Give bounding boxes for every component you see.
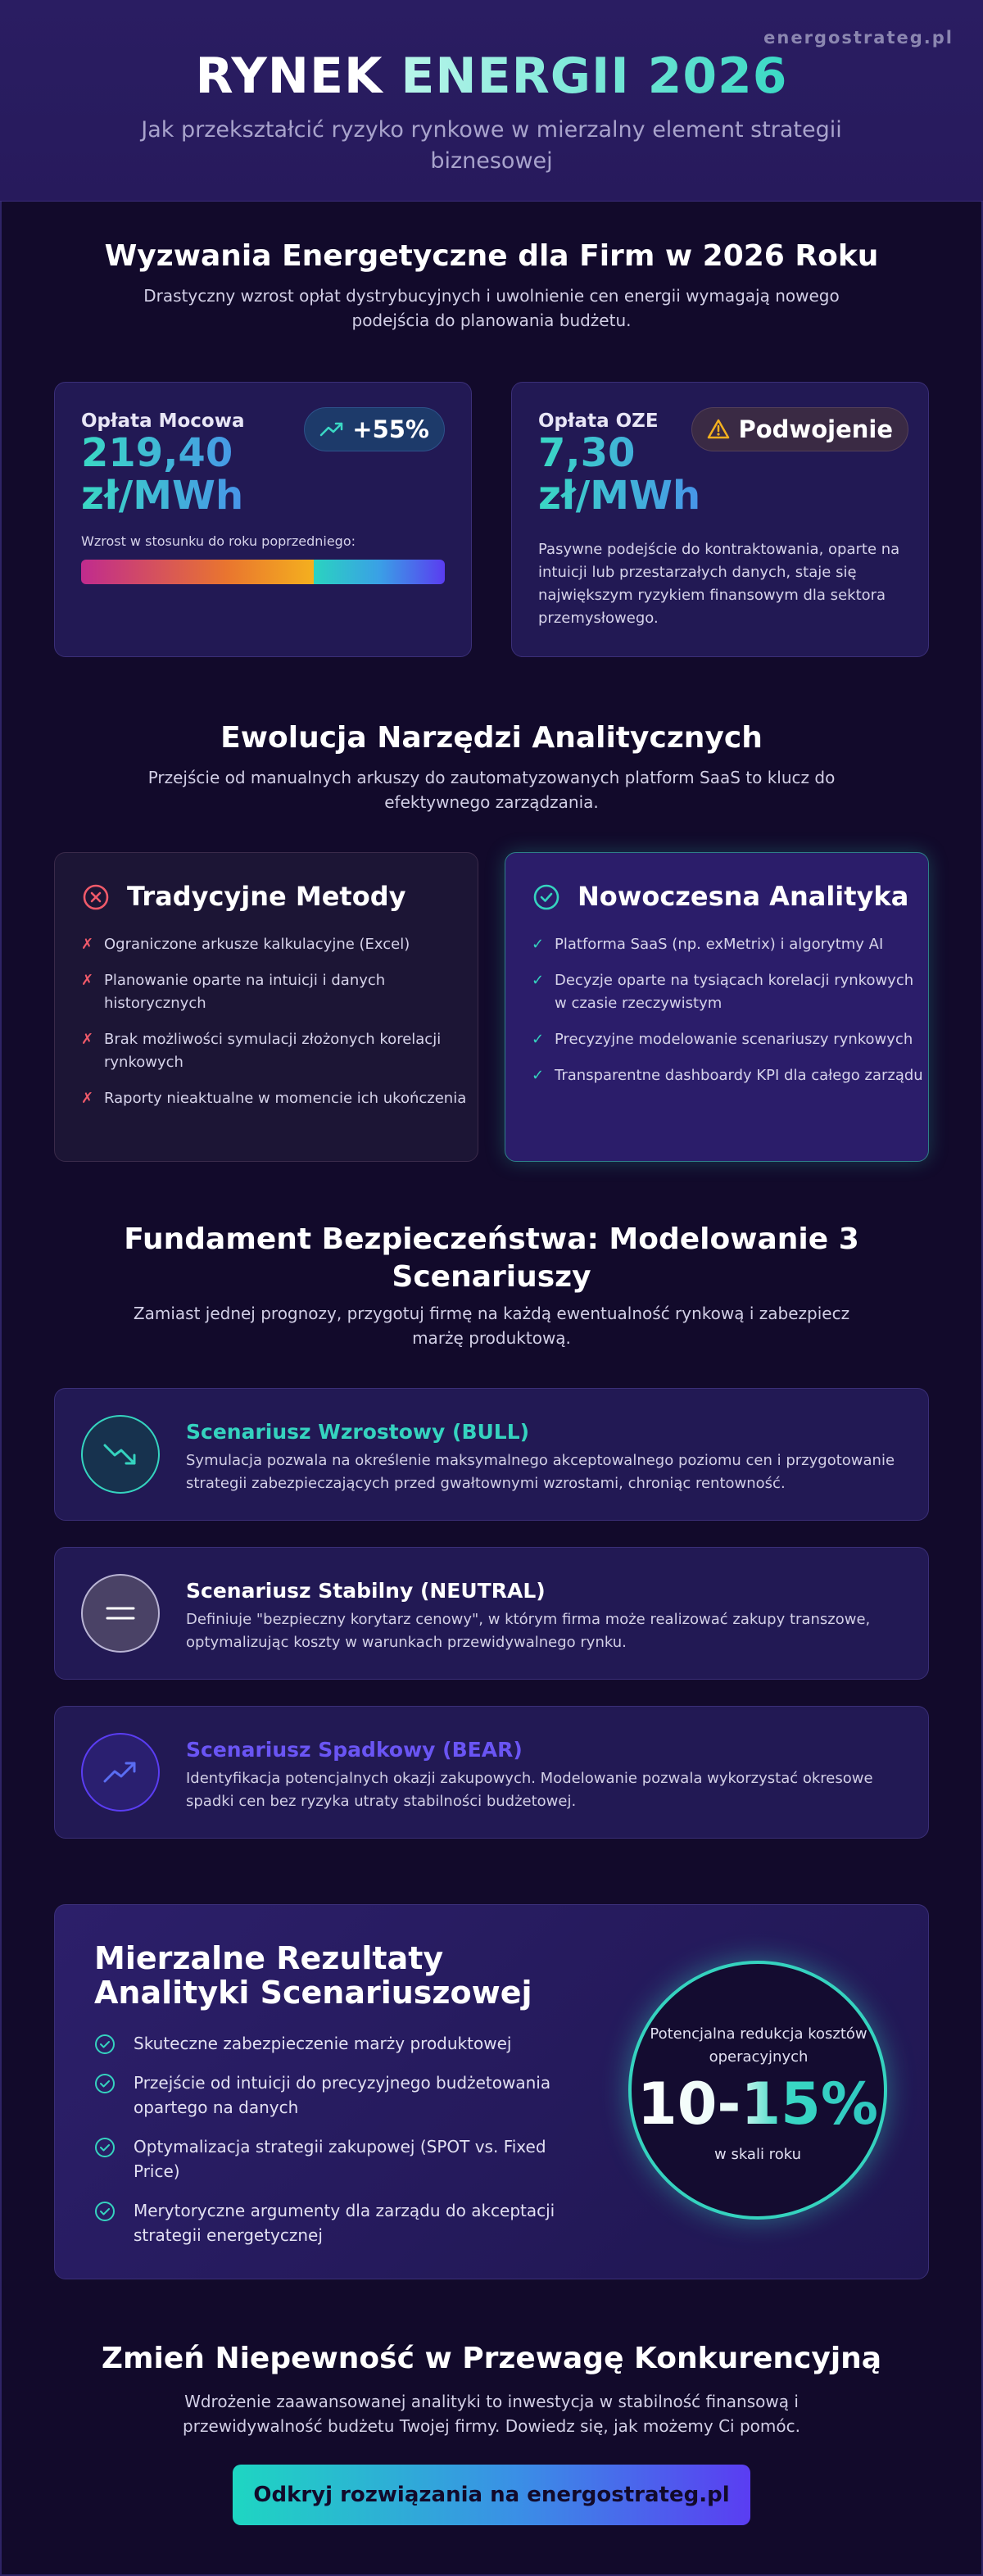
list-item: Merytoryczne argumenty dla zarządu do akceptacji strategii energetycznej [94, 2198, 569, 2247]
list-item: ✗ Raporty nieaktualne w momencie ich ukończenia [81, 1087, 474, 1110]
trending-up-icon [102, 1758, 139, 1786]
scenario-description: Definiuje "bezpieczny korytarz cenowy", w którym firma może realizować zakupy transzowe, optymalizując koszty w warunkach przewidywalnego rynku. [186, 1611, 871, 1651]
stat-label: Opłata Mocowa [81, 410, 245, 432]
results-card [54, 1904, 929, 2279]
growth-badge [304, 407, 445, 451]
scenario-neutral-card [54, 1547, 929, 1680]
card-title: Tradycyjne Metody [127, 881, 406, 912]
doubling-badge [691, 407, 908, 451]
check-icon: ✓ [532, 1031, 545, 1048]
title-part-2: ENERGII 2026 [401, 48, 788, 105]
savings-ring [628, 1961, 887, 2220]
list-item: Optymalizacja strategii zakupowej (SPOT vs. Fixed Price) [94, 2134, 569, 2184]
list-item: ✓ Decyzje oparte na tysiącach korelacji rynkowych w czasie rzeczywistym [532, 969, 925, 1015]
check-circle-icon [94, 2034, 116, 2055]
ring-value: 10-15% [636, 2070, 878, 2138]
list-item: ✓ Precyzyjne modelowanie scenariuszy rynkowych [532, 1028, 925, 1051]
list-item: ✓ Transparentne dashboardy KPI dla całego zarządu [532, 1064, 925, 1087]
cross-icon: ✗ [81, 972, 94, 989]
traditional-methods-card [54, 852, 478, 1162]
cross-icon: ✗ [81, 936, 94, 953]
list-item: Skuteczne zabezpieczenie marży produktowej [94, 2031, 569, 2056]
check-icon: ✓ [532, 972, 545, 989]
scenarios-subtitle: Zamiast jednej prognozy, przygotuj firmę na każdą ewentualność rynkową i zabezpiecz marżę produktową. [133, 1304, 850, 1348]
results-list [94, 2031, 569, 2262]
badge-text: +55% [352, 415, 429, 443]
scenario-description: Identyfikacja potencjalnych okazji zakupowych. Modelowanie pozwala wykorzystać okresowe spadki cen bez ryzyka utraty stabilności budżetowej. [186, 1770, 873, 1810]
oze-description: Pasywne podejście do kontraktowania, oparte na intuicji lub przestarzałych danych, staje się największym ryzykiem finansowym dla sektora przemysłowego. [538, 541, 900, 627]
scenario-icon-wrap [81, 1574, 160, 1653]
title-part-1: RYNEK [195, 48, 383, 105]
page-title [0, 48, 983, 105]
site-domain: energostrateg.pl [763, 28, 954, 48]
check-circle-icon [94, 2201, 116, 2222]
results-title: Mierzalne Rezultaty Analityki Scenariuszowej [94, 1940, 532, 2011]
challenges-title: Wyzwania Energetyczne dla Firm w 2026 Roku [104, 239, 879, 273]
cta-subtitle: Wdrożenie zaawansowanej analityki to inwestycja w stabilność finansową i przewidywalność budżetu Twojej firmy. Dowiedz się, jak możemy Ci pomóc. [183, 2392, 800, 2436]
scenario-icon-wrap [81, 1415, 160, 1494]
stat-label: Opłata OZE [538, 410, 659, 432]
trending-up-icon [319, 420, 344, 438]
check-circle-icon [94, 2137, 116, 2158]
modern-analytics-card [505, 852, 929, 1162]
trending-down-icon [102, 1440, 139, 1468]
scenario-title: Scenariusz Spadkowy (BEAR) [186, 1738, 523, 1762]
evolution-subtitle: Przejście od manualnych arkuszy do zautomatyzowanych platform SaaS to klucz do efektywnego zarządzania. [147, 768, 836, 812]
scenario-bear-card [54, 1706, 929, 1839]
modern-list [532, 933, 925, 1100]
scenario-bull-card [54, 1388, 929, 1521]
ring-caption-bottom: w skali roku [714, 2146, 801, 2163]
capacity-fee-card [54, 382, 472, 657]
list-item: ✗ Ograniczone arkusze kalkulacyjne (Excel) [81, 933, 474, 956]
scenario-description: Symulacja pozwala na określenie maksymalnego akceptowalnego poziomu cen i przygotowanie strategii zabezpieczających przed gwałtownymi wzrostami, chroniąc rentowność. [186, 1452, 895, 1492]
equals-icon [104, 1603, 137, 1623]
traditional-list [81, 933, 474, 1123]
check-icon: ✓ [532, 1067, 545, 1084]
bar-caption: Wzrost w stosunku do roku poprzedniego: [81, 533, 356, 549]
error-circle-icon [81, 882, 111, 912]
cross-icon: ✗ [81, 1031, 94, 1048]
stat-value: 219,40 zł/MWh [81, 432, 278, 517]
cta-title: Zmień Niepewność w Przewagę Konkurencyjną [101, 2342, 882, 2375]
list-item: Przejście od intuicji do precyzyjnego budżetowania opartego na danych [94, 2070, 569, 2120]
scenario-title: Scenariusz Stabilny (NEUTRAL) [186, 1579, 546, 1603]
stat-value: 7,30 zł/MWh [538, 432, 735, 517]
scenario-icon-wrap [81, 1733, 160, 1812]
check-circle-icon [94, 2073, 116, 2094]
ring-caption-top: Potencjalna redukcja kosztów operacyjnych [650, 2025, 867, 2066]
page-subtitle: Jak przekształcić ryzyko rynkowe w mierzalny element strategii biznesowej [141, 117, 842, 174]
check-circle-icon [532, 882, 561, 912]
list-item: ✗ Planowanie oparte na intuicji i danych historycznych [81, 969, 474, 1015]
scenarios-title: Fundament Bezpieczeństwa: Modelowanie 3 Scenariuszy [124, 1222, 859, 1294]
card-title: Nowoczesna Analityka [578, 881, 909, 912]
badge-text: Podwojenie [738, 415, 893, 443]
warning-icon [707, 419, 730, 440]
growth-bar [81, 560, 445, 584]
challenges-subtitle: Drastyczny wzrost opłat dystrybucyjnych i uwolnienie cen energii wymagają nowego podejścia do planowania budżetu. [143, 286, 840, 330]
cross-icon: ✗ [81, 1090, 94, 1107]
check-icon: ✓ [532, 936, 545, 953]
list-item: ✗ Brak możliwości symulacji złożonych korelacji rynkowych [81, 1028, 474, 1074]
discover-solutions-button[interactable]: Odkryj rozwiązania na energostrateg.pl [233, 2465, 750, 2525]
evolution-title: Ewolucja Narzędzi Analitycznych [220, 721, 763, 755]
header [0, 0, 983, 202]
oze-fee-card [511, 382, 929, 657]
scenario-title: Scenariusz Wzrostowy (BULL) [186, 1420, 530, 1444]
list-item: ✓ Platforma SaaS (np. exMetrix) i algorytmy AI [532, 933, 925, 956]
